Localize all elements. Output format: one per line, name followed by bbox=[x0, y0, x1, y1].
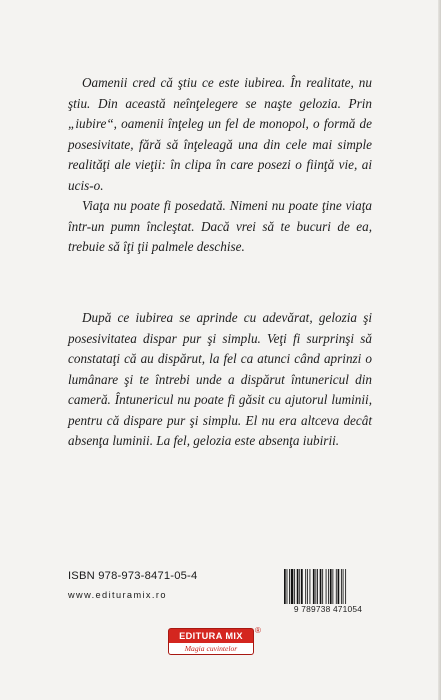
barcode-bar bbox=[343, 569, 344, 604]
barcode-bar bbox=[291, 569, 294, 604]
paragraph: Viaţa nu poate fi posedată. Nimeni nu poate ţine viaţa într-un pumn încleştat. Dacă vrei să te bucuri de ea, trebuie să îţi ţii palmele deschise. bbox=[68, 198, 372, 254]
barcode-bar bbox=[320, 569, 322, 604]
barcode-bar bbox=[328, 569, 329, 604]
back-cover-text-block-1 bbox=[68, 73, 372, 258]
isbn-number: ISBN 978-973-8471-05-4 bbox=[68, 570, 198, 582]
registered-mark: ® bbox=[255, 626, 261, 635]
barcode-bar bbox=[332, 569, 333, 604]
barcode-bar bbox=[338, 569, 340, 604]
publisher-logo bbox=[168, 628, 264, 656]
barcode-bar bbox=[315, 569, 316, 609]
barcode-bar bbox=[336, 569, 337, 604]
barcode-bars bbox=[282, 569, 374, 609]
barcode-bar bbox=[305, 569, 306, 604]
barcode-bar bbox=[317, 569, 318, 609]
barcode-bar bbox=[297, 569, 299, 604]
barcode-bar bbox=[287, 569, 288, 609]
barcode-bar bbox=[330, 569, 332, 604]
barcode-bar bbox=[284, 569, 286, 609]
publisher-website: www.edituramix.ro bbox=[68, 590, 167, 600]
barcode-bar bbox=[301, 569, 303, 604]
barcode-bar bbox=[307, 569, 308, 604]
barcode-bar bbox=[299, 569, 300, 604]
barcode-bar bbox=[289, 569, 290, 604]
barcode-bar bbox=[341, 569, 342, 604]
barcode-bar bbox=[294, 569, 295, 604]
barcode-bar bbox=[326, 569, 327, 604]
barcode-digits: 9 789738 471054 bbox=[282, 604, 374, 614]
barcode bbox=[282, 569, 374, 615]
publisher-name: EDITURA MIX bbox=[168, 628, 254, 643]
barcode-bar bbox=[345, 569, 346, 609]
paragraph: După ce iubirea se aprinde cu adevărat, gelozia şi posesivitatea dispar pur şi simplu. Veţi fi surprinşi să constataţi că au dispărut, la fel ca atunci când aprinzi o lumânare şi te întrebi unde a dispărut întunericul din cameră. Întunericul nu poate fi găsit cu ajutorul luminii, pentru că dispare pur şi simplu. El nu era altceva decât absenţa luminii. La fel, gelozia este absenţa iubirii. bbox=[68, 310, 372, 448]
publisher-tagline: Magia cuvintelor bbox=[168, 643, 254, 655]
back-cover-text-block-2 bbox=[68, 308, 372, 452]
barcode-bar bbox=[310, 569, 311, 604]
barcode-bar bbox=[322, 569, 323, 604]
barcode-bar bbox=[313, 569, 315, 604]
paragraph: Oamenii cred că ştiu ce este iubirea. În realitate, nu ştiu. Din această neînţelegere se naşte gelozia. Prin „iubire“, oamenii înţeleg un fel de monopol, o formă de posesivitate, fără să înţeleagă una din cele mai simple realităţi ale vieţii: în clipa în care posezi o fiinţă vie, ai ucis-o. bbox=[68, 75, 372, 193]
